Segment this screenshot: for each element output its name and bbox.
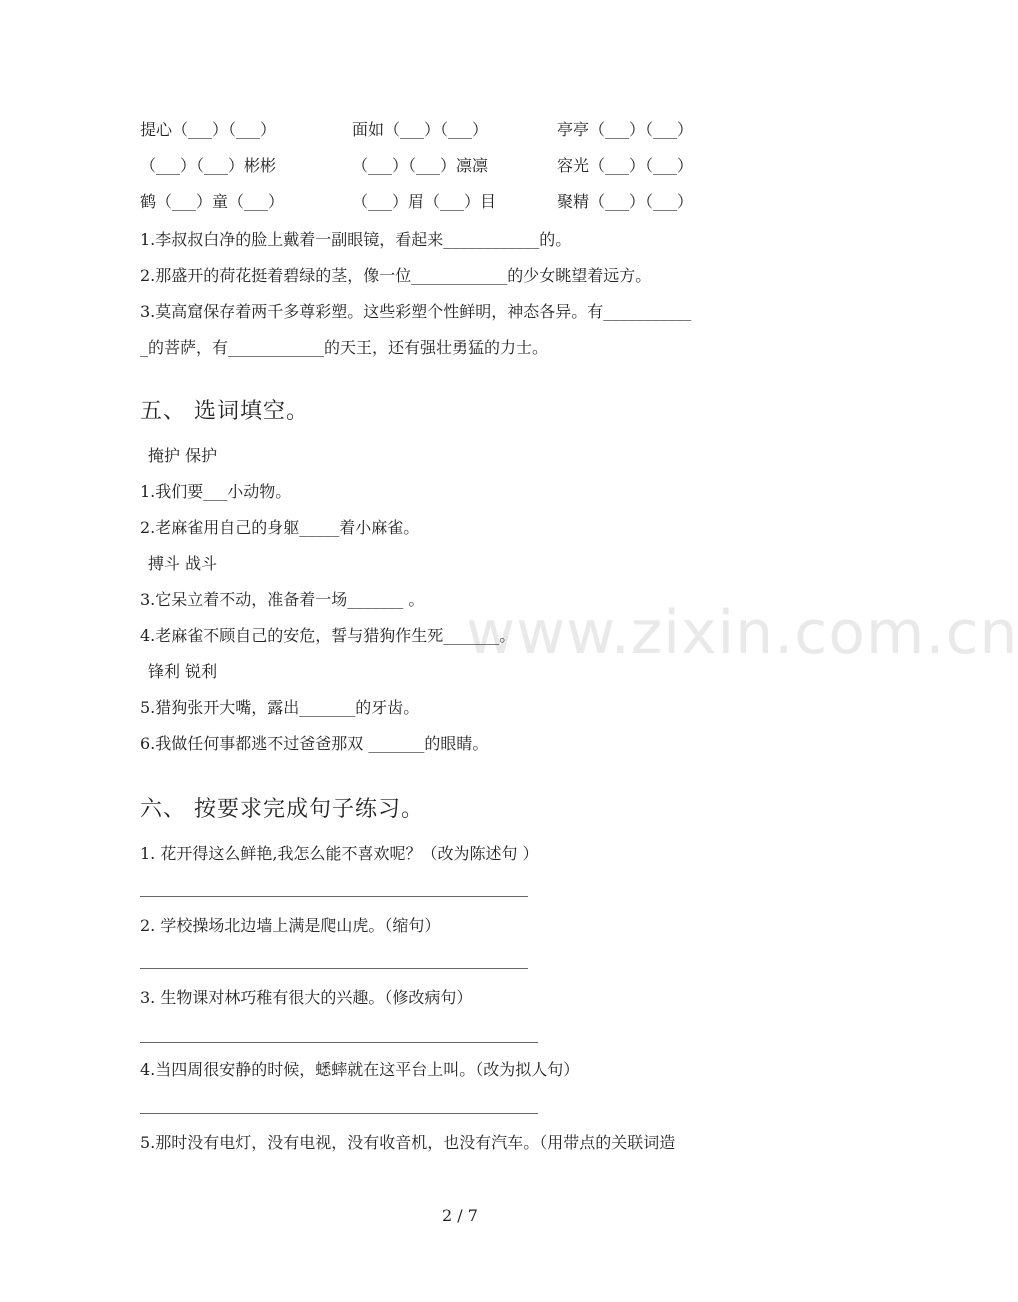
page-number: 2 / 7	[442, 1206, 478, 1225]
word-choice-pair: 搏斗 战斗	[148, 554, 218, 573]
question-item: 1.我们要___小动物。	[140, 482, 292, 501]
watermark: www.zixin.com.cn	[466, 598, 1018, 668]
question-item: 4.老麻雀不顾自己的安危，誓与猎狗作生死_______。	[140, 626, 516, 645]
question-item: 3.它呆立着不动，准备着一场_______ 。	[140, 590, 425, 609]
answer-line[interactable]	[140, 968, 528, 969]
question-item: 6.我做任何事都逃不过爸爸那双 _______的眼睛。	[140, 734, 489, 753]
section-6-title: 六、 按要求完成句子练习。	[140, 797, 424, 822]
fill-sentence: 1.李叔叔白净的脸上戴着一副眼镜，看起来____________的。	[140, 230, 572, 249]
idiom-cell: （___）（___）彬彬	[140, 156, 277, 175]
idiom-cell: 容光（___）（___）	[557, 156, 694, 175]
fill-sentence: 2.那盛开的荷花挺着碧绿的茎，像一位____________的少女眺望着远方。	[140, 266, 652, 285]
question-item: 1. 花开得这么鲜艳,我怎么能不喜欢呢？（改为陈述句 ）	[140, 844, 539, 863]
section-5-title: 五、 选词填空。	[140, 399, 309, 424]
answer-line[interactable]	[140, 896, 528, 897]
idiom-cell: 亭亭（___）（___）	[557, 120, 694, 139]
question-item: 2.老麻雀用自己的身躯_____着小麻雀。	[140, 518, 420, 537]
idiom-cell: 面如（___）（___）	[352, 120, 489, 139]
idiom-cell: （___）（___）凛凛	[352, 156, 489, 175]
idiom-cell: （___）眉（___）目	[352, 192, 497, 211]
question-item: 4.当四周很安静的时候，蟋蟀就在这平台上叫。（改为拟人句）	[140, 1060, 580, 1079]
fill-sentence: 3.莫高窟保存着两千多尊彩塑。这些彩塑个性鲜明，神态各异。有___________	[140, 302, 692, 321]
fill-sentence: _的菩萨，有____________的天王，还有强壮勇猛的力士。	[140, 338, 549, 357]
question-item: 5.猎狗张开大嘴，露出_______的牙齿。	[140, 698, 420, 717]
idiom-cell: 鹤（___）童（___）	[140, 192, 285, 211]
question-item: 3. 生物课对林巧稚有很大的兴趣。（修改病句）	[140, 988, 473, 1007]
answer-line[interactable]	[140, 1042, 538, 1043]
idiom-cell: 提心（___）（___）	[140, 120, 277, 139]
word-choice-pair: 锋利 锐利	[148, 662, 218, 681]
answer-line[interactable]	[140, 1113, 538, 1114]
idiom-cell: 聚精（___）（___）	[557, 192, 694, 211]
question-item: 2. 学校操场北边墙上满是爬山虎。（缩句）	[140, 916, 441, 935]
word-choice-pair: 掩护 保护	[148, 446, 218, 465]
question-item: 5.那时没有电灯，没有电视，没有收音机，也没有汽车。（用带点的关联词造	[140, 1133, 676, 1152]
